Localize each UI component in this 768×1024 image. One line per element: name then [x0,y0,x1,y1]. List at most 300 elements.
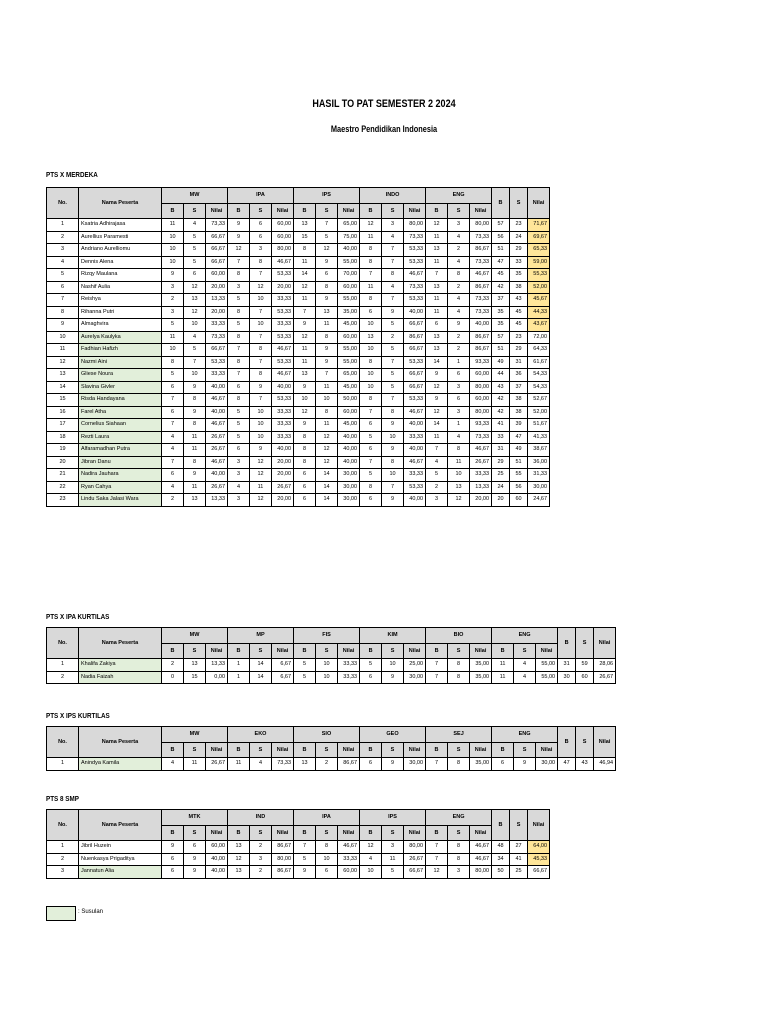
cell-salah: 9 [382,419,404,432]
cell-salah: 8 [316,331,338,344]
cell-benar: 11 [426,431,448,444]
cell-nilai: 20,00 [272,469,294,482]
cell-benar: 5 [228,294,250,307]
cell-salah: 9 [316,344,338,357]
cell-salah: 7 [250,394,272,407]
row-no: 2 [47,853,79,866]
total-nilai: 38,67 [528,444,550,457]
cell-benar: 11 [294,256,316,269]
cell-benar: 5 [228,431,250,444]
cell-benar: 9 [294,866,316,879]
row-no: 19 [47,444,79,457]
table-row [47,758,616,771]
cell-salah: 2 [448,281,470,294]
total-salah: 24 [510,231,528,244]
total-salah: 43 [510,294,528,307]
header-sub: S [382,643,404,659]
total-salah: 59 [576,659,594,672]
header-subject: IPS [294,188,360,204]
cell-salah: 7 [250,306,272,319]
cell-nilai: 66,67 [404,319,426,332]
cell-salah: 6 [448,394,470,407]
cell-nilai: 80,00 [470,219,492,232]
cell-benar: 11 [360,231,382,244]
row-name: Nazmi Aini [79,356,162,369]
total-nilai: 65,33 [528,244,550,257]
cell-nilai: 60,00 [338,406,360,419]
cell-salah: 13 [184,659,206,672]
cell-nilai: 86,67 [404,331,426,344]
cell-salah: 8 [184,419,206,432]
cell-benar: 7 [426,444,448,457]
header-sub: Nilai [470,643,492,659]
total-salah: 37 [510,381,528,394]
cell-benar: 6 [162,866,184,879]
cell-benar: 11 [492,659,514,672]
row-name: Reishya [79,294,162,307]
cell-salah: 8 [382,269,404,282]
cell-salah: 14 [250,659,272,672]
cell-nilai: 46,67 [272,369,294,382]
header-sub: B [426,643,448,659]
cell-nilai: 60,00 [272,219,294,232]
cell-salah: 9 [184,406,206,419]
cell-nilai: 46,67 [206,456,228,469]
total-nilai: 44,33 [528,306,550,319]
cell-nilai: 40,00 [338,456,360,469]
header-sub: S [316,742,338,758]
row-no: 10 [47,331,79,344]
cell-nilai: 40,00 [338,431,360,444]
total-nilai: 31,33 [528,469,550,482]
table-row [47,481,550,494]
cell-nilai: 53,33 [404,244,426,257]
cell-nilai: 60,00 [272,231,294,244]
cell-salah: 9 [448,319,470,332]
cell-salah: 11 [448,456,470,469]
cell-salah: 3 [448,381,470,394]
total-benar: 44 [492,369,510,382]
row-no: 15 [47,394,79,407]
total-salah: 39 [510,419,528,432]
table-row [47,319,550,332]
cell-salah: 9 [316,256,338,269]
header-subject: EKO [228,727,294,743]
cell-nilai: 60,00 [338,281,360,294]
cell-benar: 8 [228,394,250,407]
row-name: Slavina Givler [79,381,162,394]
cell-nilai: 55,00 [338,294,360,307]
cell-nilai: 46,67 [206,394,228,407]
cell-salah: 6 [448,369,470,382]
cell-benar: 3 [426,494,448,507]
total-nilai: 55,33 [528,269,550,282]
results-table [46,809,550,879]
cell-salah: 5 [382,319,404,332]
cell-benar: 13 [426,331,448,344]
cell-nilai: 33,33 [338,853,360,866]
row-name: Ryan Cahya [79,481,162,494]
cell-benar: 9 [426,369,448,382]
cell-salah: 10 [316,671,338,684]
cell-nilai: 53,33 [272,269,294,282]
cell-salah: 15 [184,671,206,684]
cell-benar: 13 [426,344,448,357]
cell-benar: 10 [162,231,184,244]
cell-nilai: 46,67 [470,853,492,866]
cell-nilai: 80,00 [272,244,294,257]
cell-benar: 8 [162,356,184,369]
cell-salah: 12 [184,306,206,319]
table-row [47,294,550,307]
cell-nilai: 46,67 [272,344,294,357]
row-no: 11 [47,344,79,357]
header-subject: FIS [294,628,360,644]
cell-benar: 5 [294,853,316,866]
cell-nilai: 20,00 [272,456,294,469]
header-sub: B [228,203,250,219]
cell-benar: 8 [294,456,316,469]
row-no: 21 [47,469,79,482]
cell-nilai: 66,67 [404,344,426,357]
header-total: Nilai [528,188,550,219]
cell-salah: 13 [316,306,338,319]
cell-benar: 5 [360,469,382,482]
cell-benar: 13 [228,866,250,879]
cell-salah: 12 [250,456,272,469]
cell-benar: 11 [426,256,448,269]
cell-nilai: 86,67 [272,866,294,879]
cell-nilai: 13,33 [206,294,228,307]
cell-nilai: 53,33 [272,356,294,369]
cell-salah: 4 [514,671,536,684]
cell-benar: 7 [426,671,448,684]
row-no: 23 [47,494,79,507]
cell-salah: 2 [250,866,272,879]
cell-salah: 5 [184,231,206,244]
cell-salah: 8 [448,269,470,282]
cell-salah: 9 [382,306,404,319]
total-benar: 31 [558,659,576,672]
cell-salah: 4 [382,281,404,294]
total-benar: 51 [492,244,510,257]
cell-nilai: 35,00 [470,671,492,684]
cell-nilai: 55,00 [338,356,360,369]
cell-benar: 11 [294,294,316,307]
cell-salah: 10 [184,369,206,382]
total-benar: 31 [492,444,510,457]
table-row [47,494,550,507]
cell-salah: 7 [250,269,272,282]
cell-salah: 9 [250,444,272,457]
legend-label: : Susulan [78,909,104,915]
cell-benar: 12 [294,406,316,419]
cell-benar: 3 [162,281,184,294]
cell-salah: 8 [448,853,470,866]
cell-salah: 8 [250,256,272,269]
total-salah: 33 [510,256,528,269]
total-benar: 35 [492,306,510,319]
table-row [47,256,550,269]
cell-benar: 6 [294,494,316,507]
cell-nilai: 50,00 [338,394,360,407]
header-sub: Nilai [206,643,228,659]
cell-benar: 5 [294,671,316,684]
row-name: Gliese Noura [79,369,162,382]
cell-nilai: 35,00 [338,306,360,319]
header-sub: S [316,643,338,659]
total-benar: 51 [492,344,510,357]
cell-nilai: 26,67 [206,431,228,444]
total-salah: 38 [510,406,528,419]
header-name: Nama Peserta [79,628,162,659]
cell-benar: 7 [162,456,184,469]
cell-salah: 11 [316,419,338,432]
total-salah: 56 [510,481,528,494]
cell-benar: 15 [294,231,316,244]
cell-salah: 14 [316,494,338,507]
row-name: Alfaramadhan Putra [79,444,162,457]
header-sub: B [228,643,250,659]
header-subject: IND [228,810,294,826]
row-name: Khalifa Zakiya [79,659,162,672]
row-no: 8 [47,306,79,319]
cell-salah: 9 [184,853,206,866]
header-sub: Nilai [206,203,228,219]
total-salah: 29 [510,344,528,357]
cell-nilai: 40,00 [404,306,426,319]
header-sub: S [316,203,338,219]
header-sub: Nilai [536,643,558,659]
row-no: 5 [47,269,79,282]
cell-nilai: 40,00 [272,444,294,457]
cell-nilai: 60,00 [338,866,360,879]
cell-salah: 7 [382,244,404,257]
total-nilai: 72,00 [528,331,550,344]
cell-benar: 5 [294,659,316,672]
cell-nilai: 73,33 [470,256,492,269]
total-benar: 47 [558,758,576,771]
header-sub: B [162,825,184,841]
cell-nilai: 73,33 [404,281,426,294]
cell-nilai: 80,00 [470,406,492,419]
cell-benar: 11 [294,344,316,357]
cell-benar: 6 [360,444,382,457]
header-subject: GEO [360,727,426,743]
cell-nilai: 53,33 [272,331,294,344]
cell-nilai: 66,67 [206,344,228,357]
cell-salah: 8 [448,671,470,684]
cell-salah: 8 [316,841,338,854]
cell-salah: 14 [316,481,338,494]
cell-benar: 12 [426,866,448,879]
cell-benar: 9 [162,269,184,282]
cell-salah: 3 [382,841,404,854]
cell-salah: 9 [184,381,206,394]
header-sub: B [228,825,250,841]
cell-benar: 8 [360,256,382,269]
section-label: PTS X MERDEKA [46,172,98,179]
cell-benar: 6 [426,319,448,332]
header-sub: Nilai [404,643,426,659]
cell-benar: 12 [228,853,250,866]
cell-benar: 9 [294,319,316,332]
cell-benar: 2 [162,659,184,672]
cell-nilai: 40,00 [206,853,228,866]
cell-salah: 6 [184,269,206,282]
cell-salah: 3 [250,853,272,866]
cell-nilai: 46,67 [470,444,492,457]
cell-nilai: 35,00 [470,659,492,672]
cell-benar: 9 [426,394,448,407]
header-total: Nilai [594,727,616,758]
table-row [47,444,550,457]
cell-salah: 2 [250,841,272,854]
results-table [46,627,616,684]
cell-salah: 10 [250,419,272,432]
total-benar: 20 [492,494,510,507]
cell-benar: 8 [228,306,250,319]
cell-nilai: 33,33 [206,319,228,332]
total-salah: 25 [510,866,528,879]
cell-nilai: 93,33 [470,419,492,432]
total-salah: 43 [576,758,594,771]
cell-salah: 12 [316,444,338,457]
cell-nilai: 46,67 [404,456,426,469]
total-benar: 30 [558,671,576,684]
cell-benar: 6 [162,406,184,419]
cell-nilai: 40,00 [404,444,426,457]
header-subject: BIO [426,628,492,644]
row-name: Nadia Faizah [79,671,162,684]
header-sub: B [426,825,448,841]
cell-salah: 8 [382,456,404,469]
total-benar: 24 [492,481,510,494]
cell-benar: 13 [294,219,316,232]
total-benar: 43 [492,381,510,394]
cell-salah: 1 [448,356,470,369]
cell-salah: 10 [250,431,272,444]
cell-salah: 11 [316,319,338,332]
cell-nilai: 40,00 [404,494,426,507]
cell-nilai: 30,00 [338,469,360,482]
header-sub: S [184,742,206,758]
cell-benar: 8 [360,244,382,257]
total-benar: 41 [492,419,510,432]
header-sub: S [184,825,206,841]
total-benar: 57 [492,219,510,232]
header-sub: S [514,643,536,659]
table-row [47,853,550,866]
cell-salah: 10 [250,294,272,307]
cell-nilai: 53,33 [404,256,426,269]
cell-salah: 10 [316,394,338,407]
table-row [47,219,550,232]
cell-nilai: 45,00 [338,381,360,394]
row-name: Rihanna Putri [79,306,162,319]
header-sub: Nilai [470,825,492,841]
header-sub: B [360,203,382,219]
header-subject: MW [162,628,228,644]
header-sub: Nilai [338,742,360,758]
cell-nilai: 33,33 [272,406,294,419]
cell-benar: 7 [162,394,184,407]
cell-salah: 11 [316,381,338,394]
cell-benar: 8 [360,294,382,307]
cell-salah: 10 [382,431,404,444]
cell-nilai: 33,33 [272,294,294,307]
legend-swatch [46,906,76,921]
cell-salah: 11 [184,444,206,457]
cell-benar: 8 [360,394,382,407]
cell-benar: 7 [426,758,448,771]
total-benar: 29 [492,456,510,469]
total-salah: 60 [576,671,594,684]
cell-salah: 8 [448,758,470,771]
header-no: No. [47,727,79,758]
cell-salah: 10 [382,469,404,482]
cell-salah: 8 [316,281,338,294]
cell-nilai: 46,67 [404,269,426,282]
cell-salah: 12 [316,431,338,444]
cell-salah: 13 [184,294,206,307]
total-nilai: 52,00 [528,406,550,419]
cell-benar: 10 [360,866,382,879]
cell-nilai: 26,67 [404,853,426,866]
header-sub: Nilai [272,643,294,659]
header-sub: Nilai [338,825,360,841]
cell-benar: 11 [426,231,448,244]
row-no: 17 [47,419,79,432]
row-name: Fadhian Hafizh [79,344,162,357]
cell-nilai: 66,67 [206,256,228,269]
cell-nilai: 20,00 [470,494,492,507]
table-row [47,841,550,854]
total-benar: 47 [492,256,510,269]
header-sub: B [162,643,184,659]
cell-salah: 5 [184,344,206,357]
header-sub: B [426,742,448,758]
total-benar: 49 [492,356,510,369]
total-nilai: 41,33 [528,431,550,444]
header-total: Nilai [528,810,550,841]
cell-nilai: 73,33 [404,231,426,244]
cell-nilai: 60,00 [206,841,228,854]
cell-nilai: 40,00 [206,406,228,419]
table-row [47,356,550,369]
cell-salah: 11 [250,481,272,494]
header-sub: Nilai [404,203,426,219]
cell-salah: 7 [382,394,404,407]
header-no: No. [47,810,79,841]
total-nilai: 52,00 [528,281,550,294]
cell-benar: 8 [360,356,382,369]
cell-salah: 4 [382,231,404,244]
header-subject: KIM [360,628,426,644]
cell-salah: 7 [382,481,404,494]
cell-salah: 10 [382,659,404,672]
header-sub: B [162,203,184,219]
cell-salah: 8 [382,406,404,419]
header-sub: S [250,742,272,758]
cell-benar: 13 [426,281,448,294]
cell-salah: 5 [184,244,206,257]
total-salah: 45 [510,319,528,332]
cell-salah: 7 [250,356,272,369]
header-subject: SIO [294,727,360,743]
cell-nilai: 33,33 [206,369,228,382]
cell-salah: 10 [250,319,272,332]
